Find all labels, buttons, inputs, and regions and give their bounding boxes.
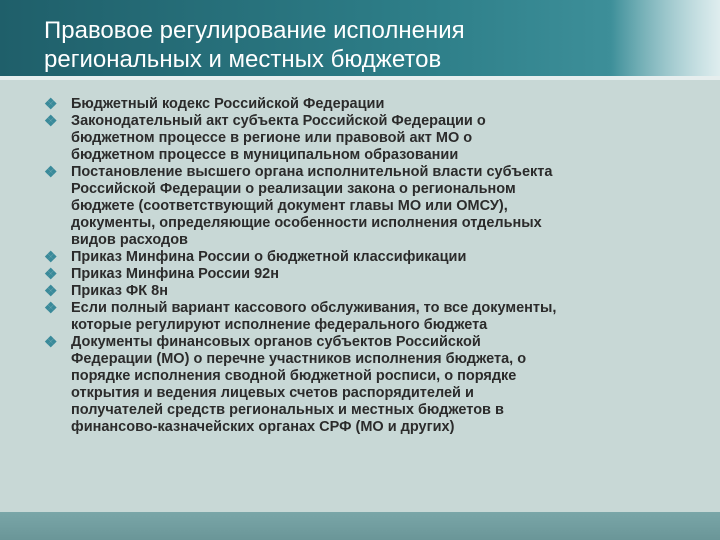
diamond-bullet-icon: ❖ — [44, 334, 58, 351]
slide-header — [0, 0, 720, 80]
list-item-line: Приказ ФК 8н — [71, 283, 169, 299]
diamond-bullet-icon: ❖ — [44, 113, 58, 130]
list-item-line: бюджетном процессе в муниципальном образовании — [71, 147, 459, 163]
list-item — [44, 96, 674, 113]
list-item-line: Постановление высшего органа исполнительной власти субъекта — [71, 164, 553, 180]
list-item-line: получателей средств региональных и местных бюджетов в — [71, 402, 504, 418]
list-item-line: Приказ Минфина России 92н — [71, 266, 279, 282]
list-item-line: бюджетном процессе в регионе или правовой акт МО о — [71, 130, 473, 146]
list-item-line: Документы финансовых органов субъектов Российской — [71, 334, 481, 350]
list-item-line: Российской Федерации о реализации закона о региональном — [71, 181, 516, 197]
title-line-2: региональных и местных бюджетов — [44, 46, 442, 73]
list-item-line: Если полный вариант кассового обслуживания, то все документы, — [71, 300, 557, 316]
diamond-bullet-icon: ❖ — [44, 300, 58, 317]
header-divider — [0, 76, 720, 80]
list-item-line: открытия и ведения лицевых счетов распорядителей и — [71, 385, 474, 401]
slide-title — [44, 16, 664, 74]
list-item — [44, 249, 674, 266]
slide-footer — [0, 512, 720, 540]
list-item-line: Бюджетный кодекс Российской Федерации — [71, 96, 385, 112]
bullet-list — [44, 96, 674, 436]
list-item-line: бюджете (соответствующий документ главы МО или ОМСУ), — [71, 198, 508, 214]
list-item-line: видов расходов — [71, 232, 188, 248]
diamond-bullet-icon: ❖ — [44, 96, 58, 113]
list-item-line: которые регулируют исполнение федерального бюджета — [71, 317, 488, 333]
list-item-line: порядке исполнения сводной бюджетной росписи, о порядке — [71, 368, 517, 384]
list-item — [44, 113, 674, 164]
list-item — [44, 334, 674, 436]
list-item — [44, 266, 674, 283]
list-item-line: Федерации (МО) о перечне участников исполнения бюджета, о — [71, 351, 527, 367]
list-item — [44, 164, 674, 249]
list-item — [44, 283, 674, 300]
diamond-bullet-icon: ❖ — [44, 266, 58, 283]
diamond-bullet-icon: ❖ — [44, 283, 58, 300]
list-item — [44, 300, 674, 334]
list-item-line: финансово-казначейских органах СРФ (МО и других) — [71, 419, 455, 435]
diamond-bullet-icon: ❖ — [44, 164, 58, 181]
title-line-1: Правовое регулирование исполнения — [44, 17, 465, 44]
list-item-line: документы, определяющие особенности исполнения отдельных — [71, 215, 542, 231]
list-item-line: Законодательный акт субъекта Российской Федерации о — [71, 113, 486, 129]
diamond-bullet-icon: ❖ — [44, 249, 58, 266]
list-item-line: Приказ Минфина России о бюджетной классификации — [71, 249, 467, 265]
